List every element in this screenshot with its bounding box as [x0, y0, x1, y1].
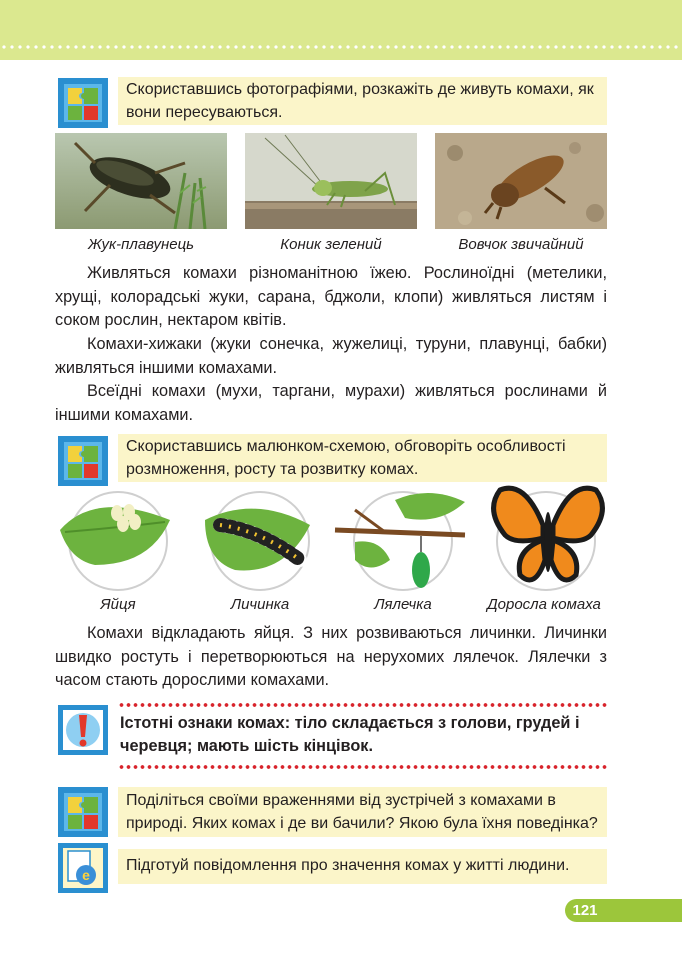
photo-diving-beetle — [55, 133, 227, 229]
eggs-illustration — [60, 504, 170, 565]
internet-icon — [58, 843, 108, 893]
caption-mole-cricket: Вовчок звичайний — [458, 236, 584, 253]
svg-text:e: e — [82, 867, 90, 883]
life-cycle-illustrations — [55, 480, 615, 600]
pupa-illustration — [335, 493, 465, 588]
photo-green-grasshopper — [245, 133, 417, 229]
puzzle-icon — [58, 436, 108, 486]
puzzle-icon — [58, 78, 108, 128]
paragraph-development: Комахи відкладають яйця. З них розвиваються личинки. Личинки швидко ростуть і перетворюються на нерухомих лялечок. Лялечки з часом стають дорослими комахами. — [55, 624, 607, 689]
paragraph-omnivores: Всеїдні комахи (мухи, таргани, мурахи) живляться рослинами й іншими комахами. — [55, 382, 607, 424]
task-1: Скориставшись фотографіями, розкажіть де живуть комахи, як вони пересуваються. — [118, 77, 607, 125]
top-band — [0, 0, 682, 60]
caption-larva: Личинка — [230, 596, 290, 613]
paragraph-herbivores: Живляться комахи різноманітною їжею. Рослиноїдні (метелики, хрущі, колорадські жуки, сарана, бджоли, клопи) живляться листям і соком рослин, нектаром квітів. — [55, 264, 607, 329]
caption-eggs: Яйця — [100, 596, 136, 613]
larva-illustration — [205, 509, 310, 571]
puzzle-icon — [58, 787, 108, 837]
important-fact: Істотні ознаки комах: тіло складається з голови, грудей і черевця; мають шість кінцівок. — [120, 714, 580, 755]
important-bottom-dots — [118, 765, 607, 769]
caption-pupa: Лялечка — [374, 596, 432, 613]
exclamation-icon — [58, 705, 108, 755]
task-3: Поділіться своїми враженнями від зустрічей з комахами в природі. Яких комах і де ви бачили? Якою була їхня поведінка? — [118, 787, 607, 837]
caption-adult: Доросла комаха — [487, 596, 601, 613]
top-dotted-line — [0, 44, 682, 50]
page-number: 121 — [572, 902, 598, 919]
important-top-dots — [118, 703, 607, 707]
task-2: Скориставшись малюнком-схемою, обговоріть особливості розмноження, росту та розвитку комах. — [118, 434, 607, 482]
task-4: Підготуй повідомлення про значення комах у житті людини. — [118, 849, 607, 884]
butterfly-illustration — [494, 488, 603, 580]
photo-mole-cricket — [435, 133, 607, 229]
caption-diving-beetle: Жук-плавунець — [87, 236, 195, 253]
caption-green-grasshopper: Коник зелений — [280, 236, 382, 253]
paragraph-predators: Комахи-хижаки (жуки сонечка, жужелиці, туруни, плавунці, бабки) живляться іншими комахами. — [55, 335, 607, 377]
